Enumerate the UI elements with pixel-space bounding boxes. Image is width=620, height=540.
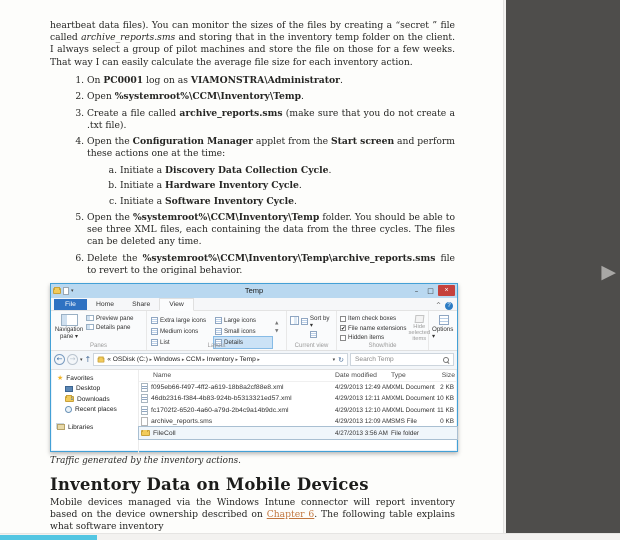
sort-by-icon: [301, 318, 308, 325]
window-controls: [410, 285, 455, 296]
group-label: Current view: [294, 342, 329, 349]
chapter-6-link[interactable]: Chapter 6: [266, 509, 315, 521]
file-date: 4/29/2013 12:09 AM: [335, 418, 392, 426]
column-size-icon: [290, 316, 299, 325]
back-icon: ←: [54, 354, 65, 365]
file-name: FileColl: [153, 429, 176, 437]
hide-selected-items-button: Hide selected items: [408, 313, 430, 342]
view-icon: [215, 317, 222, 324]
file-name: 46db2316-f384-4b83-924b-b5313321ed57.xml: [151, 395, 292, 403]
group-label: Layout: [207, 342, 226, 349]
reading-progress-bar[interactable]: [0, 533, 620, 540]
history-dropdown-icon: ▾: [80, 356, 83, 363]
hide-selected-icon: [414, 315, 424, 323]
nav-item-favorites: ★ Favorites: [57, 373, 94, 382]
step-item: 3. Create a file called archive_reports.sms (make sure that you do not create a .txt file).: [87, 108, 455, 132]
xml-file-icon: [141, 394, 148, 403]
file-name: f095eb66-f497-4ff2-a619-18b8a2cf88e8.xml: [151, 384, 284, 391]
layout-option-large-icons: Large icons: [214, 315, 272, 326]
unchecked-checkbox-icon: [340, 316, 346, 322]
tab-view: View: [159, 298, 194, 311]
column-header-name: Name: [153, 372, 172, 380]
pane-buttons: [86, 313, 134, 342]
show-hide-checkboxes: [340, 313, 406, 342]
file-icon: [141, 417, 148, 426]
tab-home: Home: [95, 300, 115, 308]
minimize-icon: –: [414, 286, 419, 295]
close-icon: ×: [438, 285, 455, 296]
refresh-icon: ↻: [338, 355, 344, 364]
navigation-pane: [51, 370, 139, 453]
layout-option-details: Details: [214, 337, 272, 348]
search-icon: [443, 357, 449, 363]
view-icon: [151, 317, 158, 324]
file-name: archive_reports.sms: [151, 418, 213, 426]
ribbon-group-layout: [147, 311, 287, 350]
ribbon: [51, 311, 457, 351]
checkbox-item-check-boxes: Item check boxes: [340, 315, 406, 323]
ribbon-group-panes: [51, 311, 147, 350]
search-input: Search Temp: [350, 353, 454, 366]
ribbon-tab-bar: [51, 298, 457, 311]
step-item: 2. Open %systemroot%\CCM\Inventory\Temp.: [87, 91, 455, 103]
file-row: [139, 393, 457, 404]
file-row: [139, 405, 457, 416]
breadcrumb-path: « OSDisk (C:) ▸ Windows ▸ CCM ▸ Inventory ▸ Temp ▸: [107, 356, 260, 364]
progress-fill: [0, 535, 97, 540]
details-pane-button: Details pane: [86, 324, 134, 331]
step-item: 4. Open the Configuration Manager applet from the Start screen and perform these actions one at the time: a. Initiate a Discovery Data Collection Cycle. b. Initiate a Hardware Inventory Cycle. c. Initiate a Software Inventory Cycle.: [87, 136, 455, 208]
xml-file-icon: [141, 406, 148, 415]
recent-places-icon: [65, 406, 72, 413]
preview-pane-button: Preview pane: [86, 315, 134, 322]
section-heading: Inventory Data on Mobile Devices: [50, 474, 369, 494]
layout-option-list: List: [150, 337, 212, 348]
group-label: Show/hide: [368, 342, 397, 349]
substep-item: b. Initiate a Hardware Inventory Cycle.: [120, 180, 455, 192]
navigation-pane-icon: [61, 314, 78, 326]
maximize-icon: □: [427, 286, 434, 295]
folder-icon: [53, 288, 61, 294]
file-rows: [139, 382, 457, 439]
breadcrumb-segment: CCM: [186, 356, 202, 364]
breadcrumb-segment: Windows: [153, 356, 181, 364]
libraries-icon: [57, 424, 65, 430]
quick-access-toolbar: [53, 287, 74, 295]
paragraph-intro: heartbeat data files). You can monitor the sizes of the files by creating a “secret ” file called archive_reports.sms and storing that in the inventory temp folder on the client. I always select a group of pilot machines and store the file on those for a few weeks. That way I can easily calculate the average file size for each inventory action.: [50, 20, 455, 68]
chevron-down-icon: ▾: [71, 287, 74, 294]
checked-checkbox-icon: ✔: [341, 326, 346, 333]
file-row: [139, 382, 457, 393]
steps-list: [50, 75, 455, 277]
checkbox-hidden-items: Hidden items: [340, 333, 406, 341]
file-size: 11 KB: [437, 406, 454, 414]
file-type: XML Document: [391, 395, 435, 403]
pane-icon: [86, 324, 94, 330]
column-header-size: Size: [441, 372, 455, 380]
folder-icon: [141, 430, 150, 436]
star-icon: ★: [57, 373, 64, 382]
address-dropdown-icon: ▾: [332, 356, 336, 363]
options-icon: [439, 315, 449, 325]
tab-share: Share: [132, 300, 151, 308]
help-icon: ?: [445, 302, 453, 310]
view-icon: [215, 328, 222, 335]
step-item: 5. Open the %systemroot%\CCM\Inventory\Temp folder. You should be able to see three XML files, each containing the data from the three cycles. The files can be deleted any time.: [87, 212, 455, 248]
paragraph-mobile: Mobile devices managed via the Windows Intune connector will report inventory based on the device ownership described on Chapter 6. The following table explains what software inventory: [50, 496, 455, 533]
column-header-type: Type: [391, 372, 406, 380]
breadcrumb-separator-icon: ▸: [201, 357, 207, 364]
ribbon-group-options: [429, 311, 457, 350]
document-icon: [63, 287, 69, 295]
layout-option-small-icons: Small icons: [214, 326, 272, 337]
options-button: Options ▾: [432, 313, 455, 342]
view-icon: [151, 328, 158, 335]
file-size: 10 KB: [436, 395, 454, 403]
file-row: [139, 427, 457, 438]
unchecked-checkbox-icon: [340, 335, 346, 341]
file-type: XML Document: [391, 384, 435, 391]
file-type: XML Document: [391, 406, 435, 414]
file-size: 2 KB: [440, 384, 454, 391]
explorer-body: [51, 370, 457, 453]
file-date: 4/29/2013 12:11 AM: [335, 395, 391, 403]
file-type: SMS File: [391, 418, 417, 426]
breadcrumb-segment: OSDisk (C:): [112, 356, 148, 364]
breadcrumb-separator-icon: ▸: [180, 357, 187, 364]
checkbox-file-name-extensions: ✔ File name extensions: [341, 324, 407, 333]
ribbon-group-show-hide: [337, 311, 429, 350]
layout-option-medium-icons: Medium icons: [150, 326, 212, 337]
layout-scroll-arrows: ▲ ▼: [275, 320, 279, 334]
ribbon-group-current-view: [287, 311, 337, 350]
pane-icon: [86, 315, 94, 321]
file-type: File folder: [391, 429, 420, 437]
sort-by-button: Sort by ▾: [301, 315, 334, 329]
embedded-screenshot-file-explorer: [50, 283, 458, 452]
file-row: [139, 416, 457, 427]
navigation-pane-button: Navigation pane ▾: [54, 313, 84, 342]
file-list: [139, 370, 457, 453]
breadcrumb: [93, 353, 348, 366]
breadcrumb-separator-icon: ▸: [233, 357, 240, 364]
ribbon-collapse-icon: ^: [435, 302, 441, 310]
file-date: 4/29/2013 12:10 AM: [335, 406, 392, 414]
file-date: 4/29/2013 12:49 AM: [335, 384, 392, 391]
column-headers: [139, 371, 457, 382]
substeps-list: [87, 165, 455, 208]
downloads-icon: [65, 396, 74, 402]
column-header-date-modified: Date modified: [335, 372, 377, 380]
substep-item: c. Initiate a Software Inventory Cycle.: [120, 196, 455, 208]
nav-item-recent-places: Recent places: [51, 404, 138, 415]
address-bar: [51, 351, 457, 370]
next-page-arrow-icon[interactable]: ▶: [601, 261, 616, 283]
tab-file: File: [54, 299, 87, 310]
nav-item-downloads: ↓ Downloads: [51, 394, 138, 405]
window-title: Temp: [244, 286, 264, 296]
file-date: 4/27/2013 3:56 AM: [335, 429, 388, 437]
xml-file-icon: [141, 383, 148, 392]
step-item: 6. Delete the %systemroot%\CCM\Inventory\Temp\archive_reports.sms file to revert to the original behavior.: [87, 253, 455, 277]
breadcrumb-segment: Inventory: [206, 356, 234, 364]
nav-item-desktop: Desktop: [51, 383, 138, 394]
folder-icon: [98, 357, 105, 362]
nav-item-libraries: Libraries: [51, 422, 138, 433]
explorer-title-bar: [51, 284, 457, 298]
substep-item: a. Initiate a Discovery Data Collection Cycle.: [120, 165, 455, 177]
group-by-icon: [310, 331, 317, 338]
layout-option-extra-large-icons: Extra large icons: [150, 315, 212, 326]
step-item: 1. On PC0001 log on as VIAMONSTRA\Administrator.: [87, 75, 455, 87]
up-icon: ↑: [84, 355, 92, 365]
breadcrumb-separator-icon: ▸: [255, 357, 260, 364]
breadcrumb-separator-icon: ▸: [147, 357, 154, 364]
group-label: Panes: [89, 342, 107, 349]
figure-caption: Traffic generated by the inventory actions.: [50, 455, 241, 466]
breadcrumb-segment: Temp: [239, 356, 256, 364]
file-size: 0 KB: [440, 418, 454, 426]
forward-icon: →: [67, 354, 78, 365]
file-name: fc1702f2-6520-4a60-a79d-2b4c9a14b9dc.xml: [151, 406, 289, 414]
desktop-icon: [65, 386, 73, 392]
